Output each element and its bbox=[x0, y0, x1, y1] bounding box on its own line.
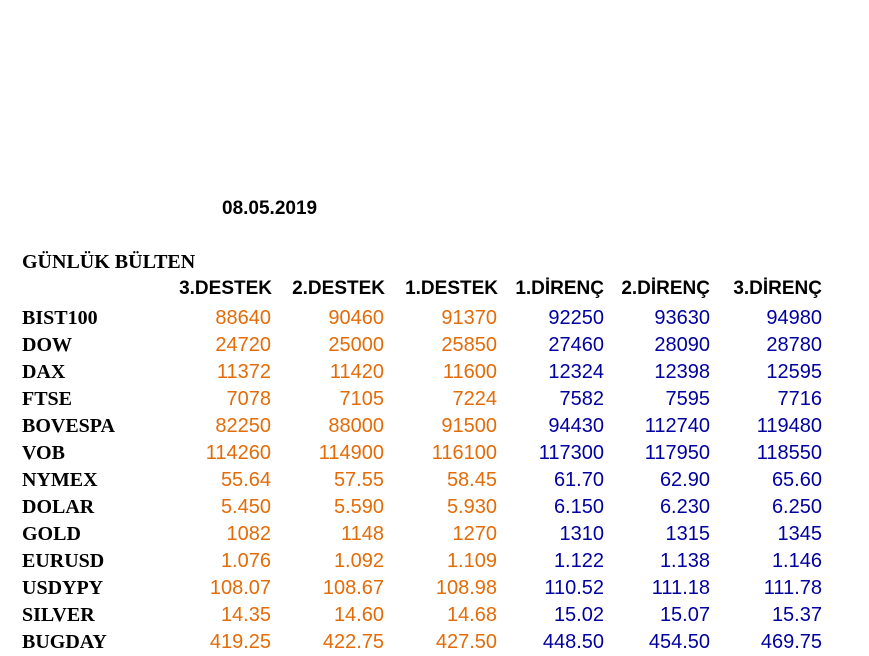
cell-resistance-2: 111.18 bbox=[651, 577, 710, 599]
cell-resistance-3: 28780 bbox=[766, 334, 822, 356]
cell-resistance-1: 94430 bbox=[548, 415, 604, 437]
cell-resistance-3: 119480 bbox=[756, 415, 822, 437]
cell-resistance-1: 6.150 bbox=[553, 496, 604, 518]
cell-resistance-2: 28090 bbox=[654, 334, 710, 356]
cell-support-1: 427.50 bbox=[435, 631, 497, 653]
cell-resistance-1: 15.02 bbox=[553, 604, 604, 626]
table-row bbox=[0, 332, 869, 359]
cell-resistance-2: 7595 bbox=[665, 388, 710, 410]
instrument-name: VOB bbox=[22, 442, 65, 464]
cell-resistance-1: 1310 bbox=[559, 523, 604, 545]
cell-resistance-2: 93630 bbox=[654, 307, 710, 329]
cell-resistance-2: 6.230 bbox=[659, 496, 710, 518]
cell-support-3: 24720 bbox=[215, 334, 271, 356]
cell-resistance-1: 61.70 bbox=[553, 469, 604, 491]
cell-resistance-3: 111.78 bbox=[763, 577, 822, 599]
instrument-name: DOLAR bbox=[22, 496, 95, 518]
cell-support-2: 1148 bbox=[340, 523, 384, 545]
cell-support-3: 5.450 bbox=[220, 496, 271, 518]
bulletin-title: GÜNLÜK BÜLTEN bbox=[22, 251, 196, 273]
instrument-name: GOLD bbox=[22, 523, 81, 545]
cell-support-1: 116100 bbox=[431, 442, 497, 464]
table-row bbox=[0, 467, 869, 494]
cell-support-2: 88000 bbox=[328, 415, 384, 437]
table-row bbox=[0, 548, 869, 575]
cell-support-3: 114260 bbox=[205, 442, 271, 464]
cell-support-3: 88640 bbox=[215, 307, 271, 329]
instrument-name: FTSE bbox=[22, 388, 73, 410]
cell-support-2: 7105 bbox=[339, 388, 384, 410]
cell-support-1: 5.930 bbox=[446, 496, 497, 518]
cell-resistance-2: 1.138 bbox=[659, 550, 710, 572]
cell-support-3: 108.07 bbox=[209, 577, 271, 599]
cell-resistance-3: 1345 bbox=[777, 523, 822, 545]
cell-support-1: 25850 bbox=[441, 334, 497, 356]
cell-resistance-3: 1.146 bbox=[771, 550, 822, 572]
table-row bbox=[0, 629, 869, 656]
cell-support-3: 82250 bbox=[215, 415, 271, 437]
cell-resistance-1: 7582 bbox=[559, 388, 604, 410]
instrument-name: DAX bbox=[22, 361, 66, 383]
header-resistance-2: 2.DİRENÇ bbox=[621, 278, 710, 299]
cell-support-1: 91370 bbox=[441, 307, 497, 329]
instrument-name: NYMEX bbox=[22, 469, 98, 491]
table-row bbox=[0, 359, 869, 386]
cell-support-3: 1.076 bbox=[220, 550, 271, 572]
cell-resistance-3: 65.60 bbox=[771, 469, 822, 491]
cell-support-3: 1082 bbox=[226, 523, 271, 545]
cell-support-1: 1.109 bbox=[446, 550, 497, 572]
instrument-name: EURUSD bbox=[22, 550, 105, 572]
header-support-2: 2.DESTEK bbox=[292, 278, 385, 299]
cell-support-3: 419.25 bbox=[209, 631, 271, 653]
table-row bbox=[0, 413, 869, 440]
header-support-1: 1.DESTEK bbox=[405, 278, 498, 299]
cell-resistance-2: 1315 bbox=[665, 523, 710, 545]
cell-support-1: 7224 bbox=[452, 388, 497, 410]
cell-resistance-2: 117950 bbox=[644, 442, 710, 464]
table-header-row bbox=[0, 278, 869, 304]
instrument-name: BUGDAY bbox=[22, 631, 107, 653]
instrument-name: DOW bbox=[22, 334, 72, 356]
cell-support-3: 11372 bbox=[216, 361, 271, 383]
bulletin-date: 08.05.2019 bbox=[222, 198, 318, 219]
instrument-name: BIST100 bbox=[22, 307, 98, 329]
instrument-name: USDYPY bbox=[22, 577, 104, 599]
table-row bbox=[0, 386, 869, 413]
cell-resistance-2: 15.07 bbox=[659, 604, 710, 626]
table-row bbox=[0, 602, 869, 629]
table-row bbox=[0, 521, 869, 548]
cell-support-1: 1270 bbox=[452, 523, 497, 545]
levels-table bbox=[0, 305, 869, 656]
cell-resistance-1: 92250 bbox=[548, 307, 604, 329]
cell-support-2: 5.590 bbox=[333, 496, 384, 518]
cell-resistance-3: 94980 bbox=[766, 307, 822, 329]
cell-support-3: 7078 bbox=[226, 388, 271, 410]
header-resistance-1: 1.DİRENÇ bbox=[515, 278, 604, 299]
table-row bbox=[0, 575, 869, 602]
cell-resistance-3: 118550 bbox=[756, 442, 822, 464]
cell-resistance-3: 12595 bbox=[766, 361, 822, 383]
cell-support-1: 58.45 bbox=[446, 469, 497, 491]
cell-resistance-3: 469.75 bbox=[760, 631, 822, 653]
cell-support-2: 108.67 bbox=[322, 577, 384, 599]
table-row bbox=[0, 305, 869, 332]
cell-resistance-1: 12324 bbox=[548, 361, 604, 383]
cell-support-2: 25000 bbox=[328, 334, 384, 356]
header-support-3: 3.DESTEK bbox=[179, 278, 272, 299]
cell-support-3: 14.35 bbox=[220, 604, 271, 626]
cell-resistance-3: 6.250 bbox=[771, 496, 822, 518]
cell-resistance-1: 1.122 bbox=[553, 550, 604, 572]
cell-support-2: 114900 bbox=[318, 442, 384, 464]
cell-resistance-3: 15.37 bbox=[771, 604, 822, 626]
cell-resistance-1: 117300 bbox=[538, 442, 604, 464]
cell-resistance-1: 110.52 bbox=[544, 577, 604, 599]
cell-support-2: 57.55 bbox=[333, 469, 384, 491]
cell-support-3: 55.64 bbox=[220, 469, 271, 491]
cell-support-1: 91500 bbox=[441, 415, 497, 437]
cell-support-1: 108.98 bbox=[435, 577, 497, 599]
table-row bbox=[0, 440, 869, 467]
cell-resistance-2: 454.50 bbox=[648, 631, 710, 653]
cell-support-2: 90460 bbox=[328, 307, 384, 329]
cell-support-2: 1.092 bbox=[333, 550, 384, 572]
header-resistance-3: 3.DİRENÇ bbox=[733, 278, 822, 299]
cell-resistance-2: 62.90 bbox=[659, 469, 710, 491]
cell-support-2: 14.60 bbox=[333, 604, 384, 626]
cell-resistance-3: 7716 bbox=[777, 388, 822, 410]
cell-support-1: 11600 bbox=[442, 361, 497, 383]
cell-resistance-2: 112740 bbox=[644, 415, 710, 437]
instrument-name: BOVESPA bbox=[22, 415, 115, 437]
cell-support-1: 14.68 bbox=[446, 604, 497, 626]
cell-support-2: 422.75 bbox=[322, 631, 384, 653]
cell-resistance-2: 12398 bbox=[654, 361, 710, 383]
cell-resistance-1: 27460 bbox=[548, 334, 604, 356]
instrument-name: SILVER bbox=[22, 604, 95, 626]
cell-support-2: 11420 bbox=[329, 361, 384, 383]
cell-resistance-1: 448.50 bbox=[542, 631, 604, 653]
table-row bbox=[0, 494, 869, 521]
